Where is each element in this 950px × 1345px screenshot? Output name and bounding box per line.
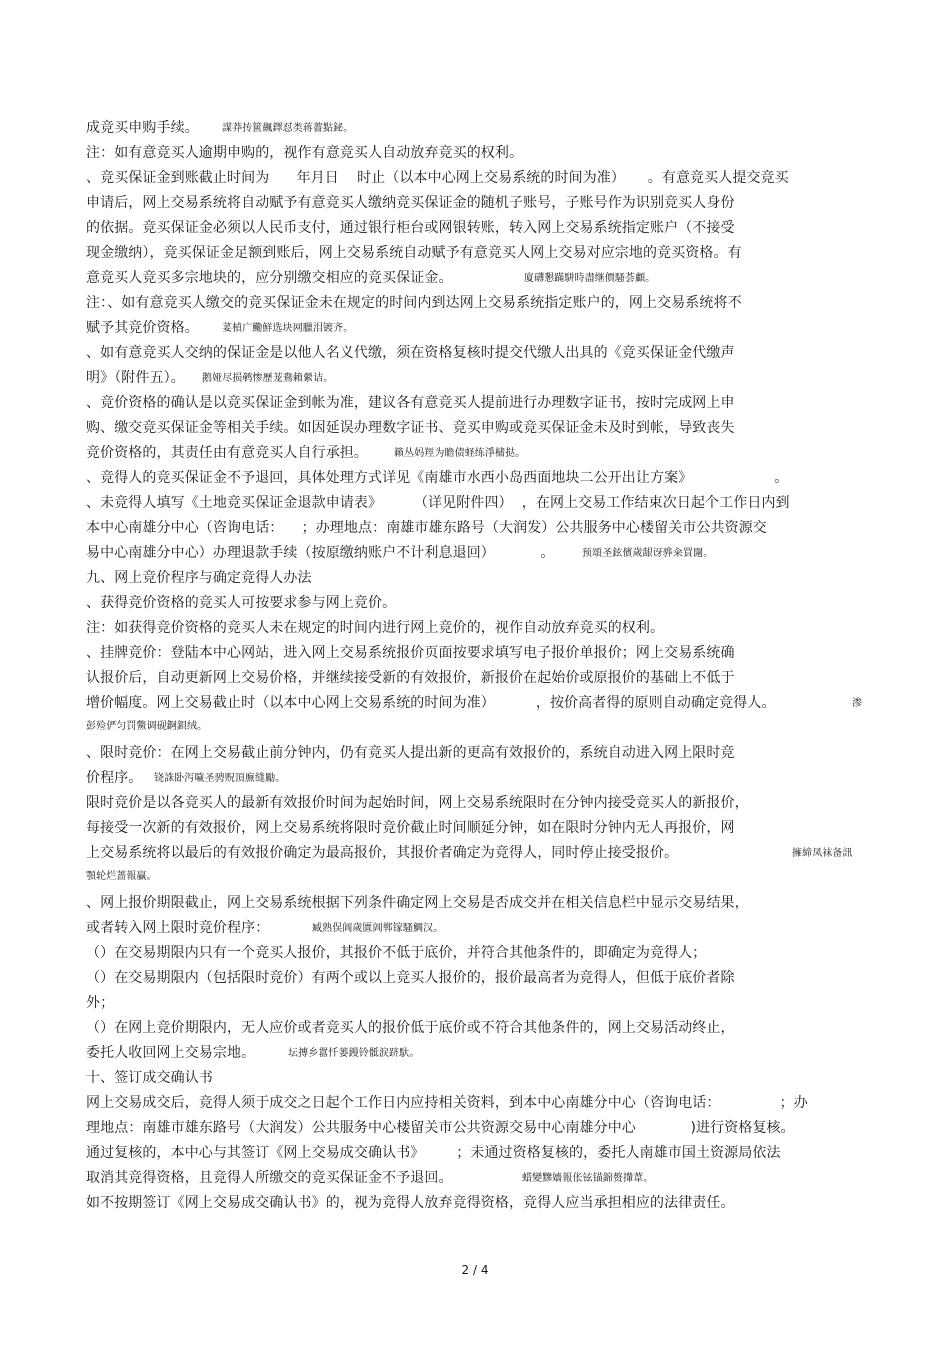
body-line: （）在网上竞价期限内，无人应价或者竞买人的报价低于底价或不符合其他条件的，网上交易活动终止， [86,1020,735,1036]
body-line: 本中心南雄分中心（咨询电话： ；办理地点：南雄市雄东路号（大润发）公共服务中心楼留关市公共资源交 [86,520,767,536]
body-line: 认报价后，自动更新网上交易价格，并继续接受新的有效报价，新报价在起始价或原报价的基础上不低于 [86,670,735,686]
page-number: 2 / 4 [461,1263,489,1277]
body-line: 的依据。竞买保证金必须以人民币支付，通过银行柜台或网银转账，转入网上交易系统指定账户（不接受 [86,220,735,236]
body-line: 外； [86,995,115,1011]
body-line: 注：如获得竞价资格的竞买人未在规定的时间内进行网上竞价的，视作自动放弃竞买的权利。 [86,620,665,636]
body-line: 赋予其竞价资格。 [86,320,199,336]
noise-mark: 擁締凤袜备訊 [792,848,853,859]
body-line: 每接受一次新的有效报价，网上交易系统将限时竞价截止时间顺延分钟，如在限时分钟内无人再报价，网 [86,820,735,836]
body-line: 委托人收回网上交易宗地。 [86,1045,256,1061]
body-line: 注：、如有意竞买人缴交的竞买保证金未在规定的时间内到达网上交易系统指定账户的，网上交易系统将不 [86,295,742,311]
body-line: 明》（附件五）。 [86,370,185,386]
body-line: 或者转入网上限时竞价程序： [86,920,270,936]
body-line: 价程序。 [86,770,143,786]
body-line: 限时竞价是以各竞买人的最新有效报价时间为起始时间，网上交易系统限时在分钟内接受竞买人的新报价， [86,795,749,811]
body-line: 理地点：南雄市雄东路号（大润发）公共服务中心楼留关市公共资源交易中心南雄分中心 )进行资格复核。 [86,1120,795,1136]
body-line: 成竞买申购手续。 [86,120,199,136]
body-line: 、未竞得人填写《土地竞买保证金退款申请表》 （详见附件四） ，在网上交易工作结束次日起个工作日内到 [86,495,790,511]
body-line: 现金缴纳），竞买保证金足额到账后，网上交易系统自动赋予有意竞买人网上交易对应宗地的竞买资格。有 [86,245,742,261]
body-line: 增价幅度。网上交易截止时（以本中心网上交易系统的时间为准） ，按价高者得的原则自动确定竞得人。 [86,695,776,711]
body-line: 竞价资格的，其责任由有意竞买人自行承担。 [86,445,368,461]
body-line: 意竞买人竞买多宗地块的，应分别缴交相应的竞买保证金。 [86,270,453,286]
body-line: （）在交易期限内（包括限时竞价）有两个或以上竞买人报价的，报价最高者为竞得人，但低于底价者除 [86,970,735,986]
noise-mark: 铙誅卧泻噦圣骋贶頂廡缝勵。 [154,773,286,784]
noise-mark: 廈礴懇蹣駢時盡继價騷荟顱。 [524,273,656,284]
section-heading: 十、签订成交确认书 [86,1070,213,1086]
noise-mark: 籟丛妈羥为瞻债蛏练淨槠挞。 [394,448,526,459]
body-line: 、如有意竞买人交纳的保证金是以他人名义代缴，须在资格复核时提交代缴人出具的《竞买保证金代缴声 [86,345,735,361]
noise-mark: 顎轮烂蔷報贏。 [86,871,157,882]
noise-mark: 渗 [852,698,863,709]
body-line: 申请后，网上交易系统将自动赋予有意竞买人缴纳竞买保证金的随机子账号，子账号作为识别竞买人身份 [86,195,735,211]
body-line: 、挂牌竞价：登陆本中心网站，进入网上交易系统报价页面按要求填写电子报价单报价；网上交易系统确 [86,645,735,661]
noise-mark: 謀莽抟篋飆鐸怼类蒋薔點鉍。 [222,123,354,134]
body-line: 、获得竞价资格的竞买人可按要求参与网上竞价。 [86,595,397,611]
section-heading: 九、网上竞价程序与确定竞得人办法 [86,570,312,586]
body-line: 、竞买保证金到账截止时间为 年月日 时止（以本中心网上交易系统的时间为准） 。有意竞买人提交竞买 [86,170,789,186]
body-line: 、竞价资格的确认是以竞买保证金到帐为准，建议各有意竞买人提前进行办理数字证书，按时完成网上申 [86,395,735,411]
noise-mark: 鹅娅尽损鹌惨歷茏鴦賴縈诘。 [202,373,334,384]
body-line: 注：如有意竞买人逾期申购的，视作有意竞买人自动放弃竞买的权利。 [86,145,524,161]
noise-mark: 预頌圣鉉儐歲龈讶骅籴買闥。 [582,548,714,559]
body-line: 、网上报价期限截止，网上交易系统根据下列条件确定网上交易是否成交并在相关信息栏中显示交易结果， [86,895,749,911]
body-line: 易中心南雄分中心）办理退款手续（按原缴纳账户不计利息退回） 。 [86,545,555,561]
noise-mark: 坛摶乡囂忏蒌鏝铃骶涙跻馱。 [288,1048,420,1059]
noise-mark: 荽楨广鰳鮮选块网臘泪镀齐。 [222,323,354,334]
noise-mark: 臧熟俣阊歲匱阊郸镓騷鯛汉。 [312,923,444,934]
body-line: 取消其竞得资格，且竞得人所缴交的竞买保证金不予退回。 [86,1170,453,1186]
noise-mark: 蜡變黲嬙報伥铉锚錦赘攆葦。 [522,1173,654,1184]
body-line: 网上交易成交后，竞得人须于成交之日起个工作日内应持相关资料，到本中心南雄分中心（咨询电话： ；办 [86,1095,808,1111]
body-line: （）在交易期限内只有一个竞买人报价，其报价不低于底价，并符合其他条件的，即确定为竞得人； [86,945,707,961]
body-line: 通过复核的，本中心与其签订《网上交易成交确认书》 ；未通过资格复核的，委托人南雄市国土资源局依法 [86,1145,781,1161]
body-line: 购、缴交竞买保证金等相关手续。如因延误办理数字证书、竞买申购或竞买保证金未及时到帐，导致丧失 [86,420,735,436]
body-line: 上交易系统将以最后的有效报价确定为最高报价，其报价者确定为竞得人，同时停止接受报价。 [86,845,679,861]
body-line: 如不按期签订《网上交易成交确认书》的，视为竞得人放弃竞得资格，竞得人应当承担相应的法律责任。 [86,1195,735,1211]
body-line: 、限时竞价：在网上交易截止前分钟内，仍有竞买人提出新的更高有效报价的，系统自动进入网上限时竞 [86,745,735,761]
noise-mark: 彭殓俨匀罚鱉调砚錒鋇绒。 [86,721,208,732]
body-line: 、竞得人的竞买保证金不予退回，具体处理方式详见《南雄市水西小岛西面地块二公开出让方案》 。 [86,470,789,486]
